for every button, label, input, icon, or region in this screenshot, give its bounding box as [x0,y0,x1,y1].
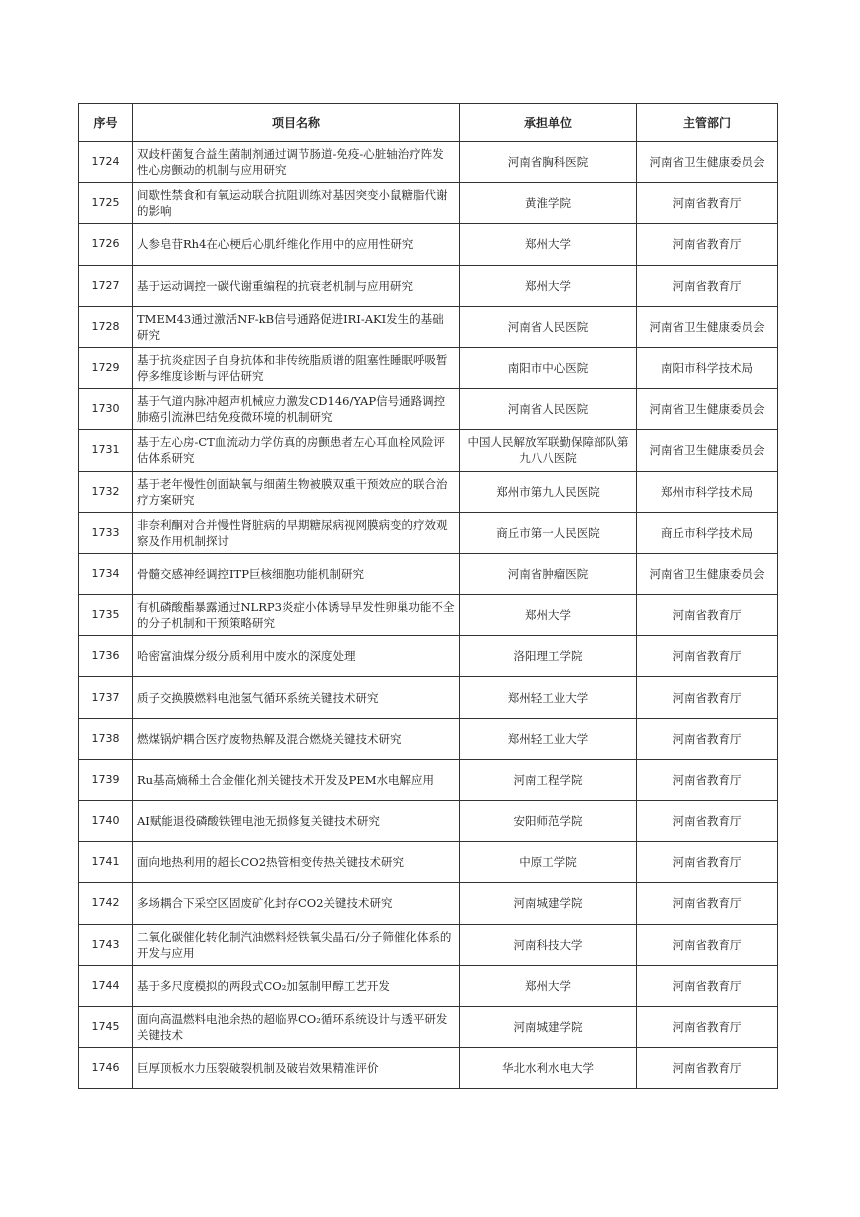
cell-department: 商丘市科学技术局 [637,512,778,553]
cell-department: 河南省教育厅 [637,595,778,636]
table-row [79,759,778,800]
cell-number: 1740 [79,801,133,842]
cell-project-name: 基于左心房-CT血流动力学仿真的房颤患者左心耳血栓风险评估体系研究 [133,430,460,471]
header-num: 序号 [79,104,133,142]
cell-unit: 郑州大学 [460,224,637,265]
cell-unit: 河南省胸科医院 [460,142,637,183]
table-row [79,718,778,759]
table-row [79,142,778,183]
table-row [79,965,778,1006]
table-header [79,104,778,142]
cell-project-name: 基于运动调控一碳代谢重编程的抗衰老机制与应用研究 [133,265,460,306]
table-row [79,924,778,965]
table-body [79,142,778,1089]
cell-department: 河南省教育厅 [637,965,778,1006]
cell-department: 河南省卫生健康委员会 [637,142,778,183]
table-row [79,595,778,636]
cell-number: 1743 [79,924,133,965]
cell-project-name: 燃煤锅炉耦合医疗废物热解及混合燃烧关键技术研究 [133,718,460,759]
cell-unit: 河南科技大学 [460,924,637,965]
cell-number: 1738 [79,718,133,759]
cell-unit: 河南工程学院 [460,759,637,800]
table-row [79,677,778,718]
cell-project-name: 基于多尺度模拟的两段式CO₂加氢制甲醇工艺开发 [133,965,460,1006]
cell-number: 1727 [79,265,133,306]
cell-unit: 安阳师范学院 [460,801,637,842]
table-row [79,842,778,883]
cell-project-name: 非奈利酮对合并慢性肾脏病的早期糖尿病视网膜病变的疗效观察及作用机制探讨 [133,512,460,553]
table-row [79,183,778,224]
cell-unit: 中国人民解放军联勤保障部队第九八八医院 [460,430,637,471]
cell-number: 1730 [79,389,133,430]
cell-department: 河南省教育厅 [637,718,778,759]
table-row [79,636,778,677]
cell-project-name: 哈密富油煤分级分质利用中废水的深度处理 [133,636,460,677]
cell-unit: 郑州市第九人民医院 [460,471,637,512]
cell-unit: 黄淮学院 [460,183,637,224]
cell-department: 河南省教育厅 [637,842,778,883]
cell-unit: 河南省人民医院 [460,389,637,430]
cell-department: 河南省教育厅 [637,1006,778,1047]
header-row [79,104,778,142]
table-row [79,306,778,347]
cell-department: 河南省教育厅 [637,224,778,265]
cell-department: 河南省教育厅 [637,883,778,924]
cell-unit: 商丘市第一人民医院 [460,512,637,553]
cell-project-name: 基于抗炎症因子自身抗体和非传统脂质谱的阻塞性睡眠呼吸暂停多维度诊断与评估研究 [133,347,460,388]
cell-project-name: 多场耦合下采空区固废矿化封存CO2关键技术研究 [133,883,460,924]
cell-unit: 郑州轻工业大学 [460,677,637,718]
project-table [78,103,778,1089]
cell-unit: 华北水利水电大学 [460,1048,637,1089]
cell-project-name: 面向地热利用的超长CO2热管相变传热关键技术研究 [133,842,460,883]
cell-number: 1741 [79,842,133,883]
cell-number: 1734 [79,553,133,594]
cell-number: 1724 [79,142,133,183]
cell-department: 河南省教育厅 [637,636,778,677]
cell-number: 1728 [79,306,133,347]
cell-number: 1731 [79,430,133,471]
cell-project-name: 人参皂苷Rh4在心梗后心肌纤维化作用中的应用性研究 [133,224,460,265]
cell-project-name: AI赋能退役磷酸铁锂电池无损修复关键技术研究 [133,801,460,842]
cell-unit: 河南省肿瘤医院 [460,553,637,594]
table-row [79,883,778,924]
cell-department: 河南省教育厅 [637,759,778,800]
cell-department: 河南省卫生健康委员会 [637,389,778,430]
cell-unit: 南阳市中心医院 [460,347,637,388]
cell-unit: 郑州大学 [460,965,637,1006]
cell-unit: 郑州轻工业大学 [460,718,637,759]
cell-department: 河南省教育厅 [637,677,778,718]
cell-project-name: 面向高温燃料电池余热的超临界CO₂循环系统设计与透平研发关键技术 [133,1006,460,1047]
cell-project-name: 骨髓交感神经调控ITP巨核细胞功能机制研究 [133,553,460,594]
cell-department: 河南省卫生健康委员会 [637,553,778,594]
cell-number: 1732 [79,471,133,512]
table-row [79,801,778,842]
header-name: 项目名称 [133,104,460,142]
table-row [79,553,778,594]
table-row [79,430,778,471]
cell-number: 1739 [79,759,133,800]
cell-number: 1735 [79,595,133,636]
table-row [79,224,778,265]
table-row [79,389,778,430]
cell-project-name: 巨厚顶板水力压裂破裂机制及破岩效果精准评价 [133,1048,460,1089]
cell-project-name: 质子交换膜燃料电池氢气循环系统关键技术研究 [133,677,460,718]
table-row [79,347,778,388]
cell-number: 1725 [79,183,133,224]
cell-project-name: TMEM43通过激活NF-kB信号通路促进IRI-AKI发生的基础研究 [133,306,460,347]
header-dept: 主管部门 [637,104,778,142]
cell-project-name: 基于老年慢性创面缺氧与细菌生物被膜双重干预效应的联合治疗方案研究 [133,471,460,512]
cell-project-name: 二氧化碳催化转化制汽油燃料烃铁氧尖晶石/分子筛催化体系的开发与应用 [133,924,460,965]
cell-department: 河南省教育厅 [637,265,778,306]
cell-number: 1742 [79,883,133,924]
cell-department: 河南省教育厅 [637,924,778,965]
cell-number: 1726 [79,224,133,265]
cell-department: 河南省卫生健康委员会 [637,430,778,471]
cell-number: 1729 [79,347,133,388]
table-row [79,512,778,553]
cell-unit: 河南省人民医院 [460,306,637,347]
cell-number: 1733 [79,512,133,553]
cell-unit: 中原工学院 [460,842,637,883]
cell-number: 1746 [79,1048,133,1089]
cell-project-name: Ru基高熵稀土合金催化剂关键技术开发及PEM水电解应用 [133,759,460,800]
cell-unit: 郑州大学 [460,595,637,636]
cell-department: 河南省教育厅 [637,801,778,842]
cell-unit: 河南城建学院 [460,1006,637,1047]
header-unit: 承担单位 [460,104,637,142]
cell-number: 1737 [79,677,133,718]
cell-department: 郑州市科学技术局 [637,471,778,512]
cell-number: 1745 [79,1006,133,1047]
cell-project-name: 有机磷酸酯暴露通过NLRP3炎症小体诱导早发性卵巢功能不全的分子机制和干预策略研究 [133,595,460,636]
cell-department: 河南省教育厅 [637,1048,778,1089]
cell-unit: 河南城建学院 [460,883,637,924]
cell-project-name: 双歧杆菌复合益生菌制剂通过调节肠道-免疫-心脏轴治疗阵发性心房颤动的机制与应用研究 [133,142,460,183]
cell-department: 河南省教育厅 [637,183,778,224]
cell-unit: 洛阳理工学院 [460,636,637,677]
cell-department: 河南省卫生健康委员会 [637,306,778,347]
cell-project-name: 基于气道内脉冲超声机械应力激发CD146/YAP信号通路调控肺癌引流淋巴结免疫微环境的机制研究 [133,389,460,430]
table-row [79,471,778,512]
cell-project-name: 间歇性禁食和有氧运动联合抗阻训练对基因突变小鼠糖脂代谢的影响 [133,183,460,224]
cell-department: 南阳市科学技术局 [637,347,778,388]
cell-number: 1744 [79,965,133,1006]
table-row [79,1048,778,1089]
table-row [79,1006,778,1047]
table-row [79,265,778,306]
cell-number: 1736 [79,636,133,677]
cell-unit: 郑州大学 [460,265,637,306]
